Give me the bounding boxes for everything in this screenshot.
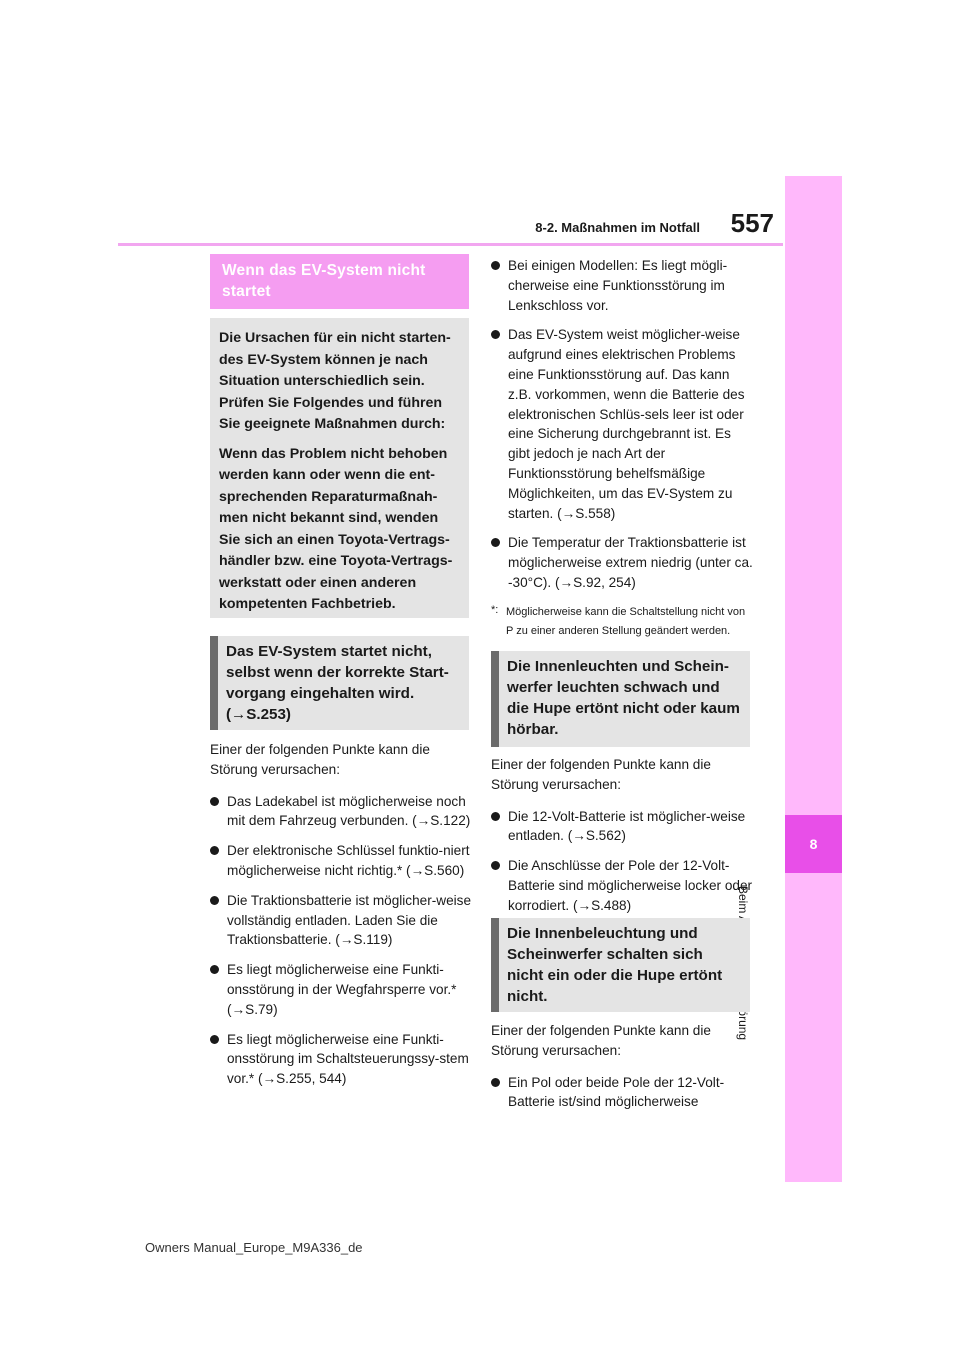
chapter-number-badge[interactable]: 8 xyxy=(785,815,842,873)
list-item xyxy=(491,325,753,523)
list-item xyxy=(491,533,753,592)
intro-paragraph: Wenn das Problem nicht behoben werden kann oder wenn die ent-sprechenden Reparaturmaßnah-men nicht bekannt sind, wenden Sie sich an einen Toyota-Vertrags-händler bzw. eine Toyota-Vertrags-werkstatt oder einen anderen kompetenten Fachbetrieb. xyxy=(219,445,453,612)
bullet-icon xyxy=(210,846,219,855)
list-item xyxy=(491,807,753,847)
list-item-text: Es liegt möglicherweise eine Funkti-onsstörung im Schaltsteuerungssy-stem vor.* (→S.255, 544) xyxy=(227,1031,469,1087)
page-number: 557 xyxy=(730,208,774,238)
bullet-icon xyxy=(491,330,500,339)
intro-text: Einer der folgenden Punkte kann die Störung verursachen: xyxy=(491,1023,711,1058)
right-text-block-middle xyxy=(491,755,753,926)
list-item xyxy=(491,856,753,915)
intro-text: Einer der folgenden Punkte kann die Störung verursachen: xyxy=(210,742,430,777)
footnote-mark: *: xyxy=(491,603,499,616)
bullet-icon xyxy=(491,1078,500,1087)
subheading-start-procedure: Das EV-System startet nicht, selbst wenn der korrekte Start-vorgang eingehalten wird. (→S.253) xyxy=(210,636,469,730)
list-item-text: Der elektronische Schlüssel funktio-niert möglicherweise nicht richtig.* (→S.560) xyxy=(227,843,470,878)
footnote xyxy=(491,603,753,641)
bullet-icon xyxy=(491,861,500,870)
bullet-icon xyxy=(210,896,219,905)
list-item-text: Die Temperatur der Traktionsbatterie ist möglicherweise extrem niedrig (unter ca. -30°C). (→S.92, 254) xyxy=(508,535,753,590)
bullet-icon xyxy=(210,797,219,806)
chapter-title xyxy=(800,886,826,1066)
list-item-text: Es liegt möglicherweise eine Funkti-onsstörung in der Wegfahrsperre vor.* (→S.79) xyxy=(227,962,457,1017)
list-item-text: Ein Pol oder beide Pole der 12-Volt-Batterie ist/sind möglicherweise xyxy=(508,1074,725,1110)
list-item xyxy=(491,1073,753,1113)
subheading-lights-off: Die Innenbeleuchtung und Scheinwerfer schalten sich nicht ein oder die Hupe ertönt nicht. xyxy=(491,918,750,1012)
section-title: 8-2. Maßnahmen im Notfall xyxy=(535,220,700,235)
list-item xyxy=(210,792,472,832)
list-item-text: Die Traktionsbatterie ist möglicher-weise vollständig entladen. Laden Sie die Traktionsbatterie. (→S.119) xyxy=(227,892,472,948)
left-text-block xyxy=(210,740,472,1099)
list-item xyxy=(491,256,753,315)
bullet-icon xyxy=(491,261,500,270)
list-item xyxy=(210,841,472,881)
right-text-block-top xyxy=(491,256,753,641)
list-item-text: Bei einigen Modellen: Es liegt mögli-cherweise eine Funktionsstörung im Lenkschloss vor. xyxy=(508,258,728,313)
header-divider xyxy=(118,243,783,246)
footnote-text: Möglicherweise kann die Schaltstellung nicht von P zu einer anderen Stellung geändert werden. xyxy=(506,605,746,637)
bullet-icon xyxy=(210,1035,219,1044)
intro-box xyxy=(210,318,469,618)
list-item-text: Das EV-System weist möglicher-weise aufgrund eines elektrischen Problems eine Funktionsstörung auf. Das kann z.B. vorkommen, wenn die Batterie des elektronischen Schlüs-sels leer ist oder eine Sicherung durchgebrannt ist. Es gibt jedoch je nach Art der Funktionsstörung behelfsmäßige Möglichkeiten, um das EV-System zu starten. (→S.558) xyxy=(508,327,745,521)
intro-paragraph: Die Ursachen für ein nicht starten-des EV-System können je nach Situation unterschiedlich sein. Prüfen Sie Folgendes und führen Sie geeignete Maßnahmen durch: xyxy=(219,330,451,432)
bullet-icon xyxy=(210,965,219,974)
document-footer: Owners Manual_Europe_M9A336_de xyxy=(145,1240,363,1255)
list-item xyxy=(210,891,472,950)
bullet-icon xyxy=(491,538,500,547)
subheading-lights-dim: Die Innenleuchten und Schein-werfer leuchten schwach und die Hupe ertönt nicht oder kaum hörbar. xyxy=(491,651,750,747)
list-item-text: Das Ladekabel ist möglicherweise noch mit dem Fahrzeug verbunden. (→S.122) xyxy=(227,793,471,829)
list-item-text: Die Anschlüsse der Pole der 12-Volt-Batterie sind möglicherweise locker oder korrodiert. (→S.488) xyxy=(508,858,753,913)
list-item xyxy=(210,1030,472,1089)
right-text-block-bottom xyxy=(491,1021,753,1122)
intro-text: Einer der folgenden Punkte kann die Störung verursachen: xyxy=(491,757,711,792)
main-heading: Wenn das EV-System nicht startet xyxy=(210,254,469,309)
list-item xyxy=(210,960,472,1019)
bullet-icon xyxy=(491,812,500,821)
list-item-text: Die 12-Volt-Batterie ist möglicher-weise entladen. (→S.562) xyxy=(508,808,746,844)
